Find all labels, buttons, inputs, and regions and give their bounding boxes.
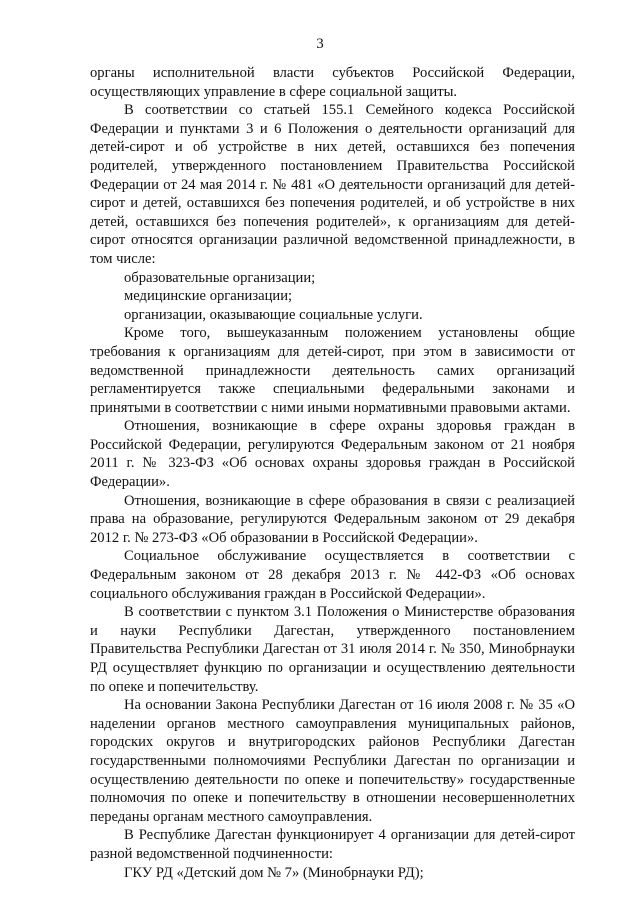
paragraph-requirements: Кроме того, вышеуказанным положением установлены общие требования к организациям для детей-сирот, при этом в зависимости от ведомственной принадлежности деятельность самих организаций регламентируется также специальными федеральными законами и принятыми в соответствии с ними иными нормативными правовыми актами. xyxy=(90,325,575,416)
paragraph-continuation: органы исполнительной власти субъектов Российской Федерации, осуществляющих управление в сфере социальной защиты. xyxy=(90,65,575,100)
paragraph-ministry-regulation: В соответствии с пунктом 3.1 Положения о Министерстве образования и науки Республики Дагестан, утвержденного постановлением Правительства Республики Дагестан от 31 июля 2014 г. № 350, Минобрнауки РД осуществляет функцию по организации и осуществлению деятельности по опеке и попечительству. xyxy=(90,604,575,695)
paragraph-health-law: Отношения, возникающие в сфере охраны здоровья граждан в Российской Федерации, регулируются Федеральным законом от 21 ноября 2011 г. № 323-ФЗ «Об основах охраны здоровья граждан в Российской Федерации». xyxy=(90,418,575,491)
paragraph-legal-basis: В соответствии со статьей 155.1 Семейного кодекса Российской Федерации и пунктами 3 и 6 Положения о деятельности организаций для детей-сирот и об устройстве в них детей, оставшихся без попечения родителей, утвержденного постановлением Правительства Российской Федерации от 24 мая 2014 г. № 481 «О деятельности организаций для детей-сирот и детей, оставшихся без попечения родителей, и об устройстве в них детей, оставшихся без попечения родителей», к организациям для детей-сирот относятся организации различной ведомственной принадлежности, в том числе: xyxy=(90,102,575,267)
page-number: 3 xyxy=(316,36,324,52)
paragraph-organizations-count: В Республике Дагестан функционирует 4 организации для детей-сирот разной ведомственной подчиненности: xyxy=(90,827,575,862)
paragraph-social-service-law: Социальное обслуживание осуществляется в соответствии с Федеральным законом от 28 декабря 2013 г. № 442-ФЗ «Об основах социального обслуживания граждан в Российской Федерации». xyxy=(90,548,575,602)
list-item-medical: медицинские организации; xyxy=(124,288,293,305)
list-item-educational: образовательные организации; xyxy=(124,269,316,286)
paragraph-education-law: Отношения, возникающие в сфере образования в связи с реализацией права на образование, регулируются Федеральным законом от 29 декабря 2012 г. № 273-ФЗ «Об образовании в Российской Федерации». xyxy=(90,492,575,546)
paragraph-dagestan-law: На основании Закона Республики Дагестан от 16 июля 2008 г. № 35 «О наделении органов местного самоуправления муниципальных районов, городских округов и внутригородских районов Республики Дагестан государственными полномочиями Республики Дагестан по организации и осуществлению деятельности по опеке и попечительству» государственные полномочия по опеке и попечительству в отношении несовершеннолетних переданы органам местного самоуправления. xyxy=(90,697,575,825)
list-item-social: организации, оказывающие социальные услуги. xyxy=(124,306,423,323)
paragraph-orphanage-7: ГКУ РД «Детский дом № 7» (Минобрнауки РД); xyxy=(124,864,424,881)
document-body xyxy=(90,64,575,882)
